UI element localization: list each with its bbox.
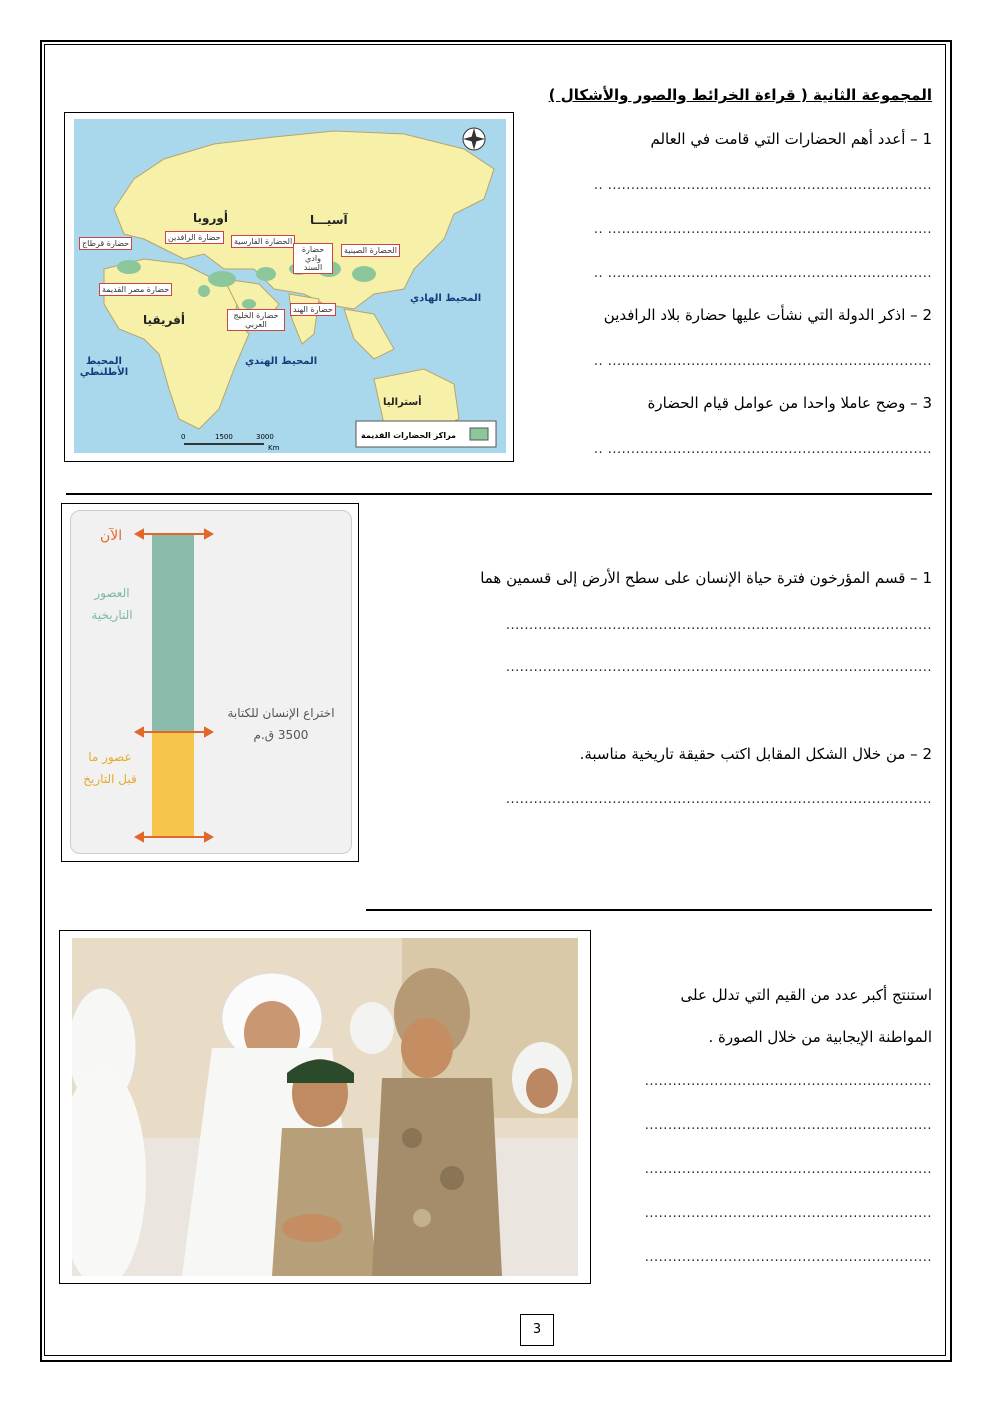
g1-question-3: 3 – وضح عاملا واحدا من عوامل قيام الحضارة: [647, 394, 932, 412]
map-figure: [64, 112, 514, 462]
g2-question-2: 2 – من خلال الشكل المقابل اكتب حقيقة تاريخية مناسبة.: [579, 745, 932, 763]
photo: [72, 938, 578, 1276]
civ-spot: [198, 285, 210, 297]
ocean-atlantic: المحيط الأطلنطي: [79, 356, 129, 378]
g1-answer-line-3[interactable]: .. ......................................................................: [593, 266, 932, 281]
civ-chinese: الحضارة الصينية: [341, 244, 400, 257]
g2-question-1: 1 – قسم المؤرخون فترة حياة الإنسان على سطح الأرض إلى قسمين هما: [480, 569, 932, 587]
civ-egypt: حضارة مصر القديمة: [99, 283, 172, 296]
scale-1500: 1500: [215, 433, 233, 441]
label-historic: العصور التاريخية: [91, 586, 133, 622]
timeline-figure: [61, 503, 359, 862]
divider-1: [66, 493, 932, 495]
civ-gulf: حضارة الخليج العربي: [227, 309, 285, 331]
label-prehistoric: عصور ما قبل التاريخ: [83, 750, 137, 786]
photo-figure: [59, 930, 591, 1284]
timeline-chart: [62, 504, 358, 861]
scale-unit: Km: [268, 444, 280, 452]
civ-india: حضارة الهند: [290, 303, 336, 316]
ocean-pacific: المحيط الهادي: [410, 293, 482, 304]
continent-africa: أفريقيا: [143, 313, 185, 327]
g2-answer-line-3[interactable]: ............................................................................................: [505, 792, 932, 807]
g3-answer-line-1[interactable]: ..............................................................: [644, 1074, 932, 1089]
civ-persian: الحضارة الفارسية: [231, 235, 295, 248]
continent-asia: آسيـــا: [310, 213, 348, 227]
civ-indus: حضارة وادي السند: [293, 243, 333, 274]
label-now: الآن: [100, 528, 123, 544]
civ-spot: [256, 267, 276, 281]
scale-3000: 3000: [256, 433, 274, 441]
g2-answer-line-1[interactable]: ............................................................................................: [505, 618, 932, 633]
g3-answer-line-5[interactable]: ..............................................................: [644, 1250, 932, 1265]
g2-answer-line-2[interactable]: ............................................................................................: [505, 660, 932, 675]
civ-spot: [352, 266, 376, 282]
scale-0: 0: [181, 433, 186, 441]
divider-2: [366, 909, 932, 911]
g3-prompt-line-2: المواطنة الإيجابية من خلال الصورة .: [708, 1028, 932, 1046]
handshake: [282, 1214, 342, 1242]
g1-answer-line-2[interactable]: .. ......................................................................: [593, 222, 932, 237]
label-invention: اختراع الإنسان للكتابة 3500 ق.م: [227, 706, 335, 742]
g3-answer-line-3[interactable]: ..............................................................: [644, 1162, 932, 1177]
civ-carthage: حضارة قرطاج: [79, 237, 132, 250]
g3-answer-line-2[interactable]: ..............................................................: [644, 1118, 932, 1133]
civ-spot: [208, 271, 236, 287]
legend-label: مراكز الحضارات القديمة: [361, 431, 456, 440]
g3-prompt-line-1: استنتج أكبر عدد من القيم التي تدلل على: [680, 986, 932, 1004]
prehistoric-bar: [152, 732, 194, 837]
civ-spot: [117, 260, 141, 274]
g1-answer-line-1[interactable]: .. ......................................................................: [593, 178, 932, 193]
historic-bar: [152, 534, 194, 732]
g1-answer-line-5[interactable]: .. ......................................................................: [593, 442, 932, 457]
g1-question-2: 2 – اذكر الدولة التي نشأت عليها حضارة بلاد الرافدين: [603, 306, 932, 324]
civ-mesopotamia: حضارة الرافدين: [165, 231, 224, 244]
section-title: المجموعة الثانية ( قراءة الخرائط والصور والأشكال ): [548, 86, 932, 104]
g3-answer-line-4[interactable]: ..............................................................: [644, 1206, 932, 1221]
civ-spot: [242, 299, 256, 309]
ocean-indian: المحيط الهندي: [245, 356, 318, 367]
continent-australia: أستراليا: [383, 397, 422, 408]
g1-question-1: 1 – أعدد أهم الحضارات التي قامت في العالم: [650, 130, 932, 148]
g1-answer-line-4[interactable]: .. ......................................................................: [593, 354, 932, 369]
page-number: 3: [520, 1314, 554, 1346]
legend-swatch: [470, 428, 488, 440]
continent-europe: أوروبا: [193, 211, 228, 225]
